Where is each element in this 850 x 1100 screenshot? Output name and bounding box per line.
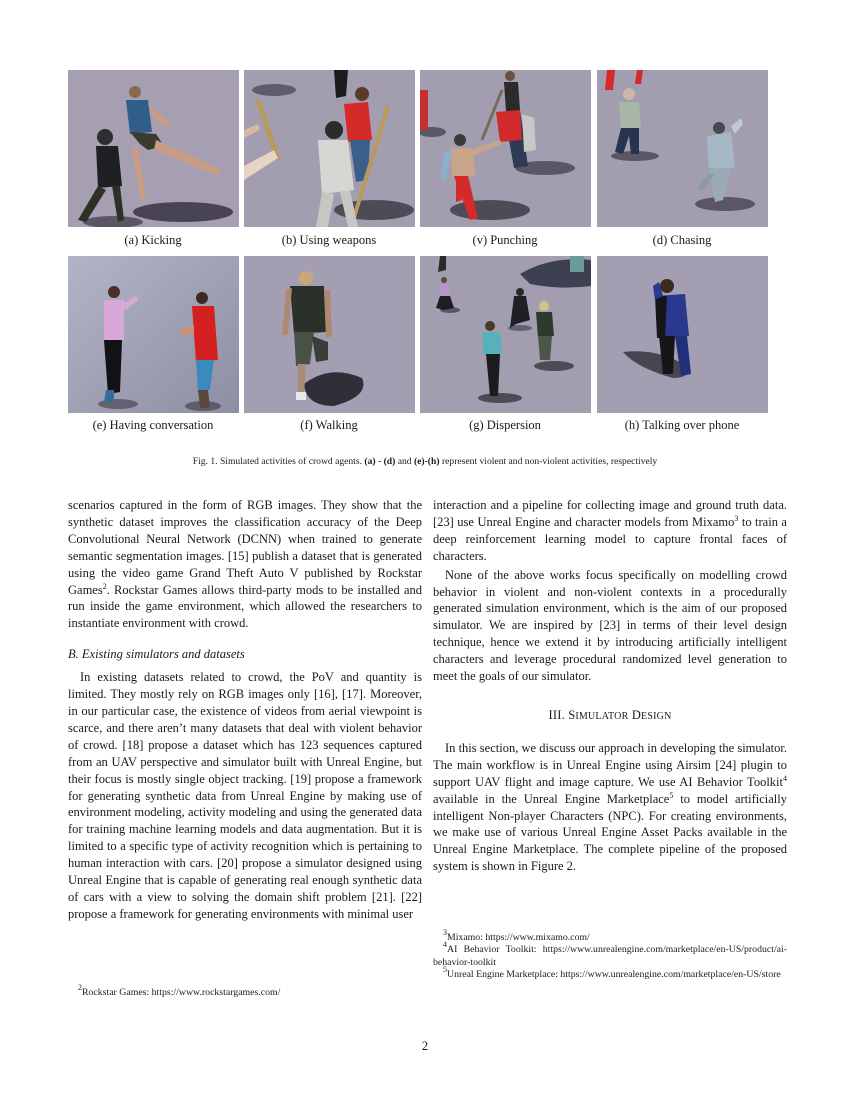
footnotes-right [433, 928, 787, 982]
right-column [433, 497, 787, 875]
subcaption-a: (a) Kicking [124, 233, 182, 247]
paragraph: None of the above works focus specifically on modelling crowd behavior in violent and non-violent contexts in a procedurally generated simulation environment, which is the aim of our proposed simulator. We are inspired by [23] in terms of their level design technique, hence we extend it by introducing artificially intelligent characters and leverage procedural randomized level generation to meet the goals of our simulator. [433, 567, 787, 684]
paragraph-text: interaction and a pipeline for collecting image and ground truth data. [23] use Unreal Engine and character models from Mixamo [433, 498, 787, 529]
page-number: 2 [421, 1039, 429, 1053]
left-column [68, 497, 422, 923]
section-number: III. [548, 707, 565, 722]
footnote-number: 4 [443, 940, 447, 950]
subcaption-e: (e) Having conversation [92, 418, 214, 432]
footnote [433, 940, 787, 969]
footnote-text: Mixamo: https://www.mixamo.com/ [447, 932, 590, 943]
footnote-ref[interactable]: 5 [669, 790, 674, 800]
caption-suffix: represent violent and non-violent activities, respectively [441, 456, 658, 467]
paragraph [433, 740, 787, 875]
panel-d-chasing-image [597, 70, 768, 227]
subsection-heading: B. Existing simulators and datasets [68, 647, 245, 662]
footnote [68, 983, 422, 999]
section-heading [433, 707, 787, 726]
paragraph-text: In this section, we discuss our approach in developing the simulator. The main workflow is in Unreal Engine using Airsim [24] plugin to support UAV flight and image capture. We use AI Behavior Toolkit [433, 740, 787, 789]
panel-h-talking-over-phone-image [597, 256, 768, 413]
footnotes-left [68, 983, 422, 999]
footnote-number: 3 [443, 928, 447, 937]
paragraph-text: available in the Unreal Engine Marketplace [433, 791, 670, 806]
panel-g-dispersion-image [420, 256, 591, 413]
subcaption-h: (h) Talking over phone [624, 418, 740, 432]
footnote-text: Rockstar Games: https://www.rockstargames.com/ [82, 987, 281, 998]
footnote-ref[interactable]: 2 [102, 581, 107, 591]
figure-caption [0, 456, 850, 468]
caption-bold-range-1: (a) - (d) [364, 456, 396, 467]
subcaption-b: (b) Using weapons [281, 233, 377, 247]
subcaption-c: (v) Punching [472, 233, 538, 247]
footnote [433, 928, 787, 944]
footnote-number: 5 [443, 965, 447, 975]
caption-bold-range-2: (e)-(h) [413, 456, 440, 467]
panel-b-using-weapons-image [244, 70, 415, 227]
paragraph [68, 497, 422, 632]
paragraph-text: to model artificially intelligent Non-player Characters (NPC). For creating environments, we make use of various Unreal Engine Asset Packs available in the Unreal Engine Marketplace. The complete pipeline of the proposed system is shown in Figure 2. [433, 791, 788, 874]
panel-a-kicking-image [68, 70, 239, 227]
paragraph-text: . Rockstar Games allows third-party mods to be installed and run inside the game environment, which allowed the researchers to instantiate environment with crowd. [68, 582, 422, 631]
footnote-number: 2 [78, 983, 82, 992]
footnote-text: AI Behavior Toolkit: https://www.unrealengine.com/marketplace/en-US/product/ai-behavior-toolkit [433, 944, 787, 968]
section-title [568, 708, 671, 722]
caption-mid: and [397, 456, 412, 467]
paragraph [433, 497, 787, 565]
section-title-cap: S [568, 707, 576, 722]
section-title-cap: D [631, 707, 642, 722]
subcaption-d: (d) Chasing [652, 233, 712, 247]
paragraph-text: scenarios captured in the form of RGB images. They show that the synthetic dataset improves the classification accuracy of the Deep Convolutional Neural Network (DCNN) when trained to generate semantic segmentation images. [15] publish a dataset that is generated using the video game Grand Theft Auto V published by Rockstar Games [68, 498, 422, 597]
paragraph-text: to train a deep reinforcement learning model to capture frontal faces of characters. [433, 514, 787, 563]
paragraph: In existing datasets related to crowd, the PoV and quantity is limited. They mostly rely on RGB images only [16], [17]. Moreover, in our particular case, the existence of videos from aerial viewpoint is scarce, and there aren’t many datasets that deal with violent behavior of crowd. [18] propose a dataset which has 123 sequences captured from an UAV perspective and simulator built with Unreal Engine, but their focus is mostly single object tracking. [19] propose a framework for generating synthetic data from Unreal Engine by making use of environment modeling, activity modeling and using the generated data for training machine learning models and data augmentation. But it is limited to a specific type of activity recognition which is pertaining to human interaction with cars. [20] propose a simulator designed using Unreal Engine that is capable of generating real enough synthetic data of cars with a view to solving the domain shift problem [21]. [22] propose a framework for generating environments with minimal user [68, 670, 422, 921]
section-title-smallcaps: IMULATOR [575, 710, 629, 722]
footnote [433, 965, 787, 981]
caption-prefix: Fig. 1. Simulated activities of crowd agents. [192, 456, 362, 467]
footnote-ref[interactable]: 3 [734, 513, 739, 523]
subcaption-g: (g) Dispersion [469, 418, 541, 432]
section-title-smallcaps: ESIGN [641, 710, 672, 722]
subcaption-f: (f) Walking [300, 418, 358, 432]
footnote-text: Unreal Engine Marketplace: https://www.unrealengine.com/marketplace/en-US/store [447, 969, 781, 981]
panel-e-having-conversation-image [68, 256, 239, 413]
panel-c-punching-image [420, 70, 591, 227]
panel-f-walking-image [244, 256, 415, 413]
footnote-ref[interactable]: 4 [783, 773, 787, 783]
